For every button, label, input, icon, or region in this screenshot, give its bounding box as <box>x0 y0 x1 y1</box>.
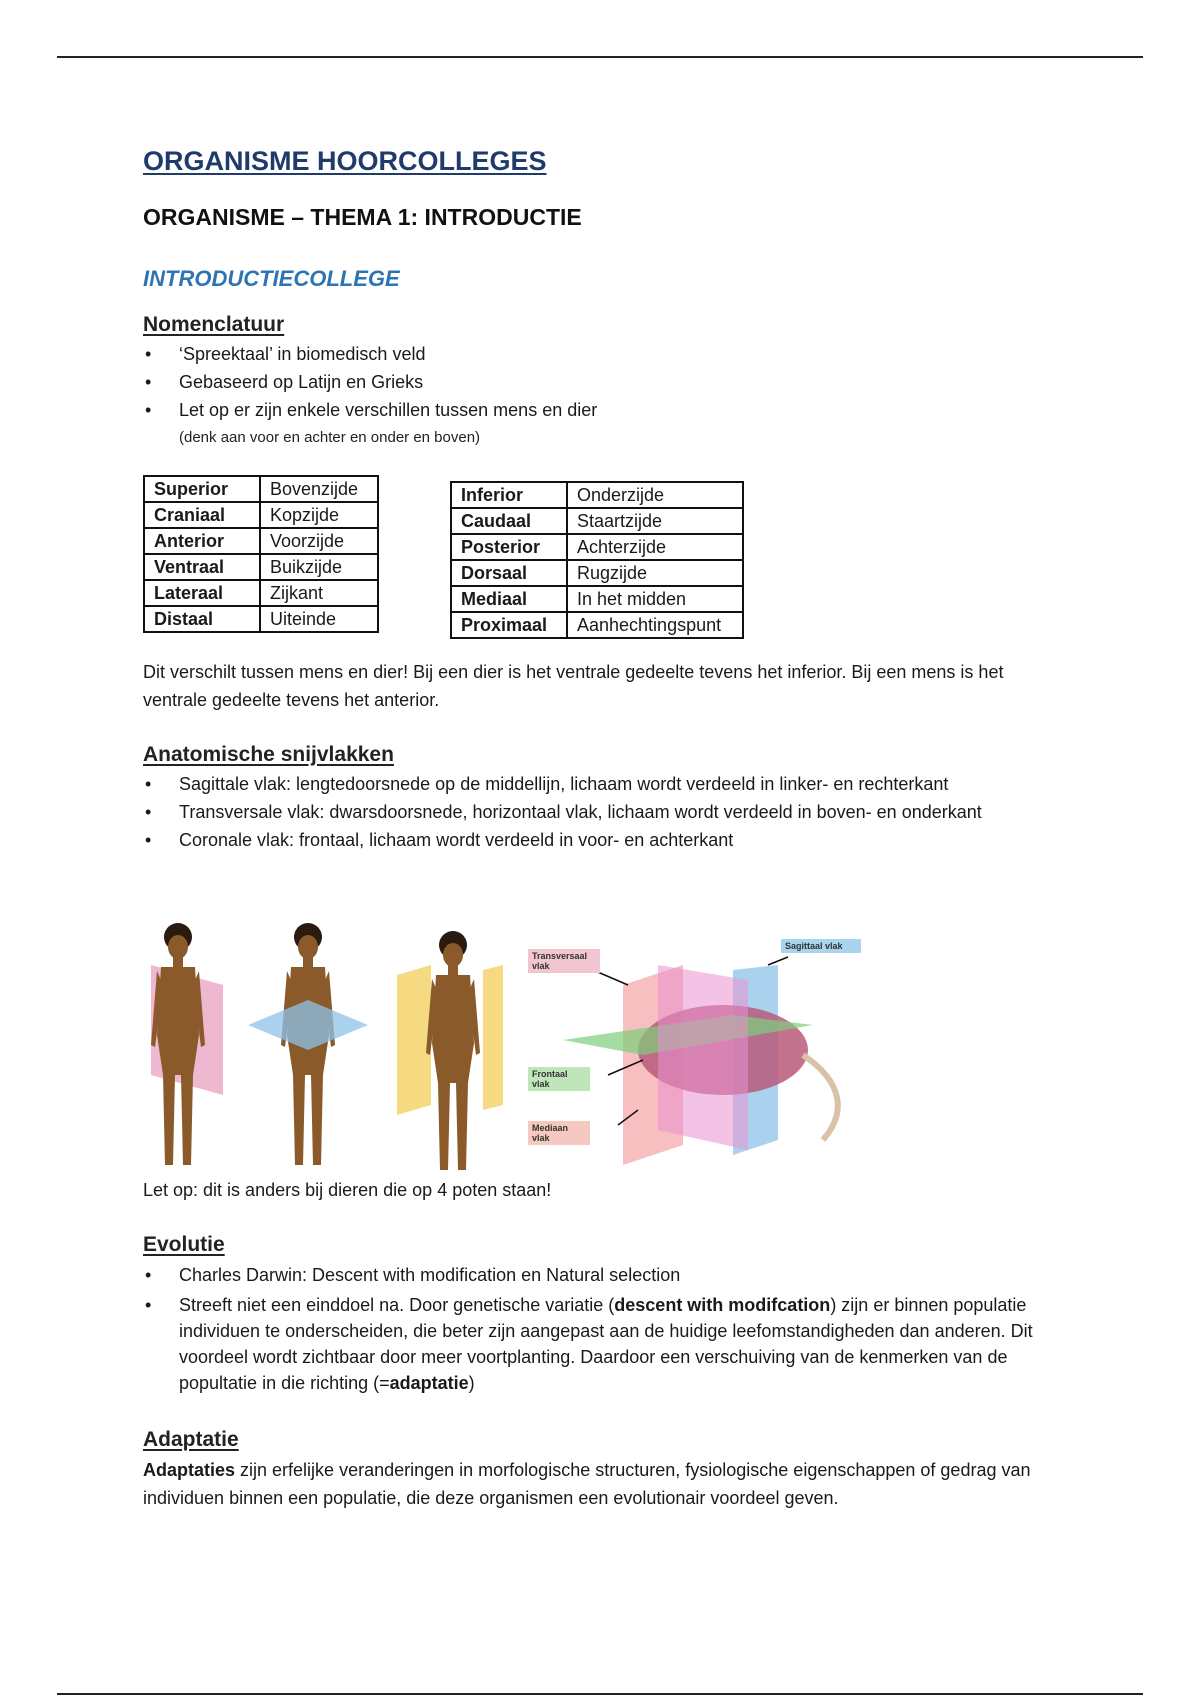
human-coronal-illustration <box>383 915 503 1175</box>
anatomical-planes-figure <box>143 915 873 1175</box>
term-cell: Posterior <box>451 534 567 560</box>
term-cell: Lateraal <box>144 580 260 606</box>
list-item: • Let op er zijn enkele verschillen tussen mens en dier <box>143 397 1063 423</box>
evolutie-text-a: Streeft niet een einddoel na. Door genetische variatie ( <box>179 1295 615 1315</box>
evolutie-bold-adaptatie: adaptatie <box>389 1373 469 1393</box>
terms-table-left <box>143 475 379 633</box>
mouse-planes-illustration <box>523 925 873 1175</box>
list-item <box>143 1292 1063 1396</box>
list-item: • Gebaseerd op Latijn en Grieks <box>143 369 1063 395</box>
bottom-rule <box>57 1693 1143 1695</box>
nomenclatuur-list <box>143 341 1063 425</box>
snijvlakken-heading: Anatomische snijvlakken <box>143 743 394 766</box>
meaning-cell: Achterzijde <box>567 534 743 560</box>
meaning-cell: Staartzijde <box>567 508 743 534</box>
human-transversal-illustration <box>248 915 368 1175</box>
adaptatie-term: Adaptaties <box>143 1460 236 1480</box>
table-row <box>451 482 743 508</box>
term-cell: Ventraal <box>144 554 260 580</box>
list-item: • Coronale vlak: frontaal, lichaam wordt verdeeld in voor- en achterkant <box>143 827 1063 853</box>
term-cell: Caudaal <box>451 508 567 534</box>
snijvlakken-list <box>143 771 1063 855</box>
meaning-cell: Onderzijde <box>567 482 743 508</box>
term-cell: Superior <box>144 476 260 502</box>
term-cell: Dorsaal <box>451 560 567 586</box>
nomenclatuur-paragraph: Dit verschilt tussen mens en dier! Bij een dier is het ventrale gedeelte tevens het inferior. Bij een mens is het ventrale gedeelte tevens het anterior. <box>143 662 1004 710</box>
theme-heading: ORGANISME – THEMA 1: INTRODUCTIE <box>143 204 582 230</box>
list-item: • Transversale vlak: dwarsdoorsnede, horizontaal vlak, lichaam wordt verdeeld in boven- en onderkant <box>143 799 1063 825</box>
meaning-cell: Zijkant <box>260 580 378 606</box>
meaning-cell: Aanhechtingspunt <box>567 612 743 638</box>
top-rule <box>57 56 1143 58</box>
adaptatie-text: zijn erfelijke veranderingen in morfologische structuren, fysiologische eigenschappen of gedrag van individuen binnen een populatie, die deze organismen een evolutionair voordeel geven. <box>143 1460 1031 1508</box>
document-title: ORGANISME HOORCOLLEGES <box>143 146 547 176</box>
table-row <box>144 528 378 554</box>
term-cell: Inferior <box>451 482 567 508</box>
meaning-cell: Kopzijde <box>260 502 378 528</box>
label-sagittaal: Sagittaal vlak <box>781 939 861 953</box>
table-row <box>451 560 743 586</box>
human-sagittal-illustration <box>143 915 263 1175</box>
college-heading: INTRODUCTIECOLLEGE <box>143 266 400 291</box>
meaning-cell: Buikzijde <box>260 554 378 580</box>
table-row <box>144 554 378 580</box>
nomenclatuur-note: (denk aan voor en achter en onder en boven) <box>179 429 481 446</box>
term-cell: Mediaal <box>451 586 567 612</box>
meaning-cell: In het midden <box>567 586 743 612</box>
figure-caption: Let op: dit is anders bij dieren die op 4 poten staan! <box>143 1180 552 1200</box>
table-row <box>144 476 378 502</box>
evolutie-text-e: ) <box>468 1373 475 1393</box>
meaning-cell: Bovenzijde <box>260 476 378 502</box>
evolutie-list <box>143 1262 1063 1398</box>
label-transversaal: Transversaal vlak <box>528 949 600 973</box>
table-row <box>144 580 378 606</box>
evolutie-bold-term: descent with modifcation <box>614 1295 831 1315</box>
table-row <box>451 508 743 534</box>
adaptatie-heading: Adaptatie <box>143 1428 239 1451</box>
list-item: • Sagittale vlak: lengtedoorsnede op de middellijn, lichaam wordt verdeeld in linker- en rechterkant <box>143 771 1063 797</box>
adaptatie-paragraph <box>143 1456 1063 1512</box>
term-cell: Craniaal <box>144 502 260 528</box>
evolutie-heading: Evolutie <box>143 1233 225 1256</box>
table-row <box>144 502 378 528</box>
list-item: • ‘Spreektaal’ in biomedisch veld <box>143 341 1063 367</box>
table-row <box>451 534 743 560</box>
table-row <box>451 586 743 612</box>
table-row <box>144 606 378 632</box>
table-row <box>451 612 743 638</box>
term-cell: Distaal <box>144 606 260 632</box>
list-item: • Charles Darwin: Descent with modification en Natural selection <box>143 1262 1063 1288</box>
term-cell: Anterior <box>144 528 260 554</box>
terms-table-right <box>450 481 744 639</box>
meaning-cell: Uiteinde <box>260 606 378 632</box>
label-frontaal: Frontaal vlak <box>528 1067 590 1091</box>
evolutie-text-c: ) zijn er binnen populatie individuen te onderscheiden, die beter zijn aangepast aan de huidige leefomstandigheden dan anderen. Dit voordeel wordt zichtbaar door meer voortplanting. Daardoor een verschuiving van de kenmerken van de popultatie in die richting (= <box>179 1295 1033 1393</box>
meaning-cell: Rugzijde <box>567 560 743 586</box>
nomenclatuur-heading: Nomenclatuur <box>143 313 285 336</box>
meaning-cell: Voorzijde <box>260 528 378 554</box>
label-mediaan: Mediaan vlak <box>528 1121 590 1145</box>
term-cell: Proximaal <box>451 612 567 638</box>
